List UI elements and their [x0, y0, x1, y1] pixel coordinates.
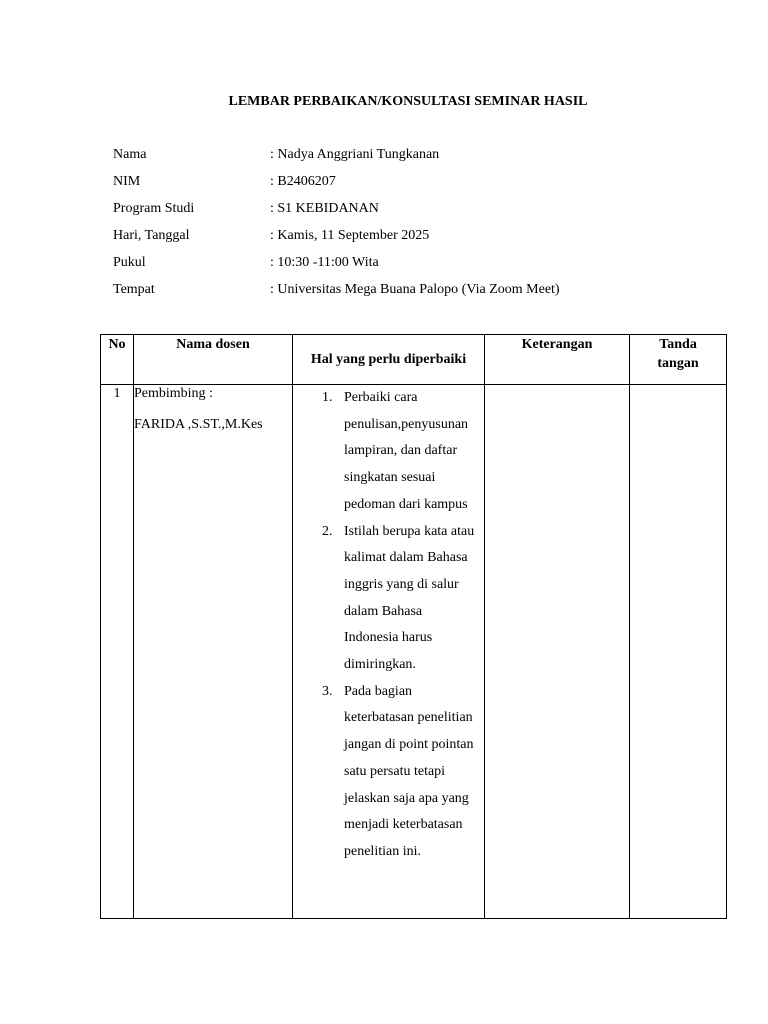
- info-value: : Nadya Anggriani Tungkanan: [270, 147, 440, 162]
- cell-hal-diperbaiki: [293, 385, 485, 919]
- info-value: : 10:30 -11:00 Wita: [270, 255, 379, 270]
- revision-list: [293, 385, 484, 866]
- cell-no: 1: [101, 385, 134, 919]
- info-label: Tempat: [113, 282, 155, 297]
- cell-nama-dosen: [134, 385, 293, 919]
- info-value: : B2406207: [270, 174, 336, 189]
- list-item-number: 1.: [322, 390, 333, 405]
- info-label: Pukul: [113, 255, 146, 270]
- document-title: LEMBAR PERBAIKAN/KONSULTASI SEMINAR HASIL: [228, 94, 588, 109]
- info-value: : Kamis, 11 September 2025: [270, 228, 430, 243]
- revision-table: [100, 334, 727, 919]
- info-label: NIM: [113, 174, 141, 189]
- list-item: [293, 385, 484, 519]
- info-value: : S1 KEBIDANAN: [270, 201, 379, 216]
- dosen-name: FARIDA ,S.ST.,M.Kes: [134, 417, 263, 432]
- dosen-role: Pembimbing :: [134, 386, 213, 401]
- header-hal-diperbaiki: Hal yang perlu diperbaiki: [293, 335, 485, 385]
- info-value: : Universitas Mega Buana Palopo (Via Zoom Meet): [270, 282, 560, 297]
- cell-keterangan: [485, 385, 630, 919]
- cell-tanda-tangan: [630, 385, 727, 919]
- list-item-text: Istilah berupa kata atau kalimat dalam Bahasa inggris yang di salur dalam Bahasa Indonesia harus dimiringkan.: [344, 523, 475, 673]
- table-row: [101, 385, 727, 919]
- info-label: Nama: [113, 147, 147, 162]
- list-item-number: 2.: [322, 523, 333, 539]
- header-tanda-tangan: Tanda tangan: [630, 335, 727, 385]
- info-label: Hari, Tanggal: [113, 228, 190, 243]
- header-no: No: [101, 335, 134, 385]
- table-header-row: [101, 335, 727, 385]
- info-label: Program Studi: [113, 201, 195, 216]
- list-item-number: 3.: [322, 683, 333, 699]
- list-item: [293, 679, 484, 866]
- header-keterangan: Keterangan: [485, 335, 630, 385]
- list-item-text: Pada bagian keterbatasan penelitian jangan di point pointan satu persatu tetapi jelaskan saja apa yang menjadi keterbatasan penelitian ini.: [344, 683, 474, 859]
- header-nama-dosen: Nama dosen: [134, 335, 293, 385]
- list-item: [293, 519, 484, 679]
- list-item-text: Perbaiki cara penulisan,penyusunan lampiran, dan daftar singkatan sesuai pedoman dari kampus: [344, 390, 469, 512]
